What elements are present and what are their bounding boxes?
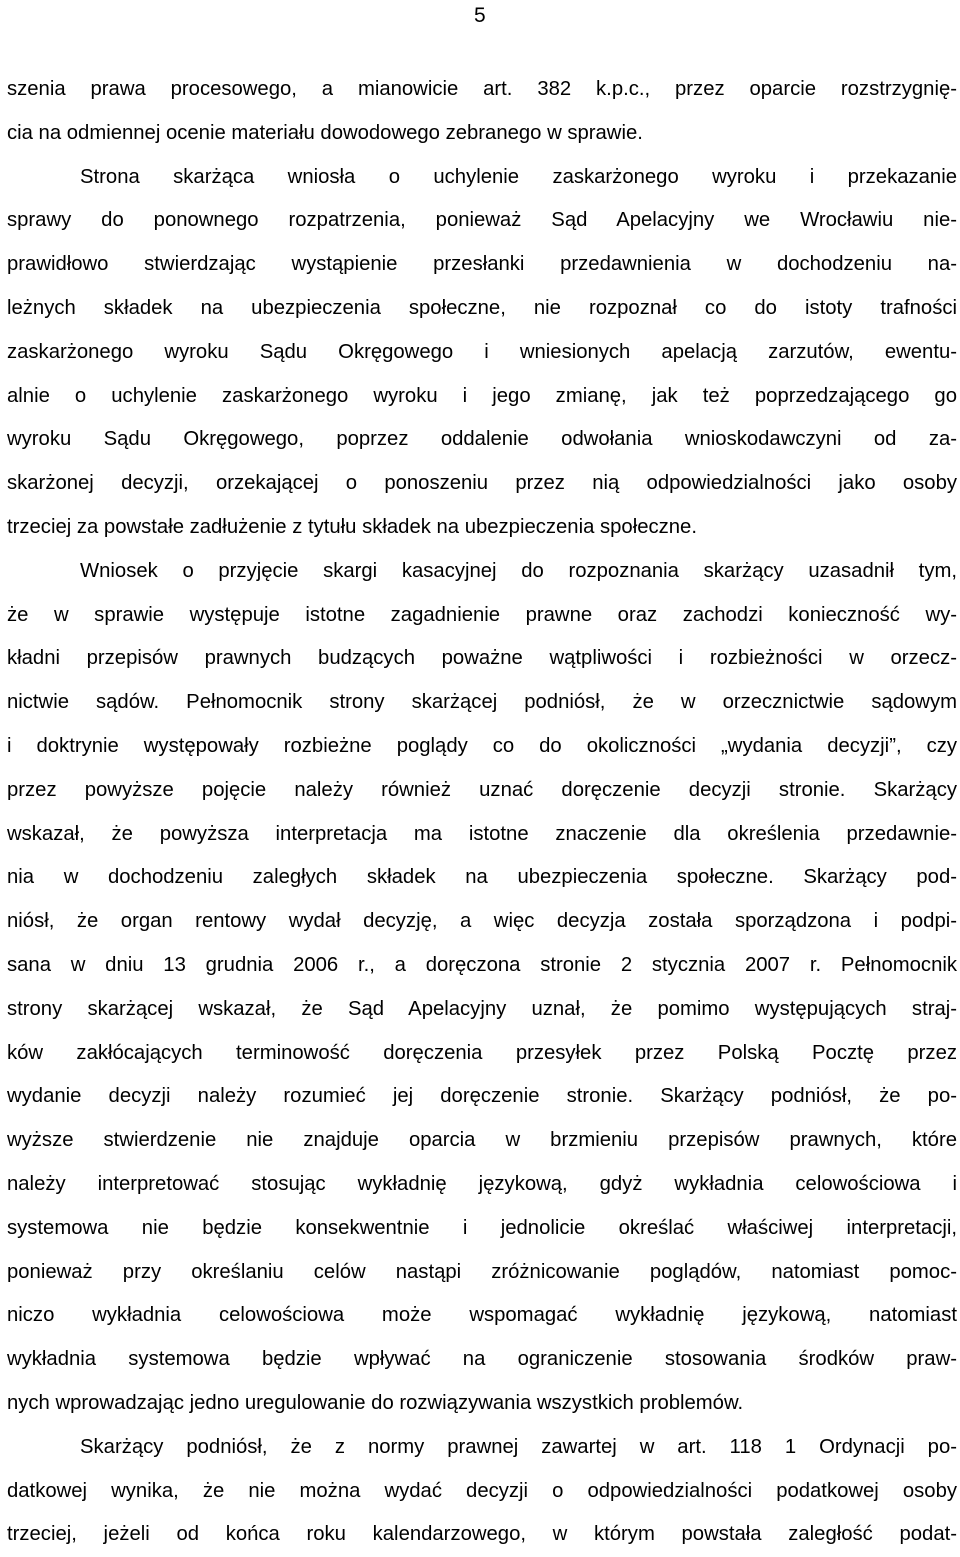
page-number: 5: [474, 4, 486, 27]
text-line: wyroku Sądu Okręgowego, poprzez oddalenie odwołania wnioskodawczyni od za-: [7, 428, 957, 451]
text-line: sana w dniu 13 grudnia 2006 r., a doręczona stronie 2 stycznia 2007 r. Pełnomocnik: [7, 953, 957, 976]
text-line: ponieważ przy określaniu celów nastąpi zróżnicowanie poglądów, natomiast pomoc-: [7, 1260, 957, 1283]
text-line: sprawy do ponownego rozpatrzenia, ponieważ Sąd Apelacyjny we Wrocławiu nie-: [7, 209, 957, 232]
document-text: [7, 68, 957, 1557]
text-line: systemowa nie będzie konsekwentnie i jednolicie określać właściwej interpretacji,: [7, 1216, 957, 1239]
text-line: skarżonej decyzji, orzekającej o ponoszeniu przez nią odpowiedzialności jako osoby: [7, 472, 957, 495]
text-line: zaskarżonego wyroku Sądu Okręgowego i wniesionych apelacją zarzutów, ewentu-: [7, 340, 957, 363]
text-line: leżnych składek na ubezpieczenia społeczne, nie rozpoznał co do istoty trafności: [7, 296, 957, 319]
text-line: przez powyższe pojęcie należy również uznać doręczenie decyzji stronie. Skarżący: [7, 778, 957, 801]
text-line: i doktrynie występowały rozbieżne poglądy co do okoliczności „wydania decyzji”, czy: [7, 734, 957, 757]
text-line: należy interpretować stosując wykładnię językową, gdyż wykładnia celowościowa i: [7, 1172, 957, 1195]
text-line: wskazał, że powyższa interpretacja ma istotne znaczenie dla określenia przedawnie-: [7, 822, 957, 845]
text-line: szenia prawa procesowego, a mianowicie art. 382 k.p.c., przez oparcie rozstrzygnię-: [7, 78, 957, 100]
text-line: nych wprowadzając jedno uregulowanie do rozwiązywania wszystkich problemów.: [7, 1391, 744, 1414]
text-line: nia w dochodzeniu zaległych składek na ubezpieczenia społeczne. Skarżący pod-: [7, 866, 957, 889]
text-line: Strona skarżąca wniosła o uchylenie zaskarżonego wyroku i przekazanie: [80, 165, 957, 188]
text-line: trzeciej za powstałe zadłużenie z tytułu składek na ubezpieczenia społeczne.: [7, 515, 697, 538]
text-line: trzeciej, jeżeli od końca roku kalendarzowego, w którym powstała zaległość podat-: [7, 1523, 957, 1546]
text-line: wyższe stwierdzenie nie znajduje oparcia w brzmieniu przepisów prawnych, które: [7, 1129, 957, 1152]
text-line: nictwie sądów. Pełnomocnik strony skarżącej podniósł, że w orzecznictwie sądowym: [7, 691, 957, 714]
text-line: wydanie decyzji należy rozumieć jej doręczenie stronie. Skarżący podniósł, że po-: [7, 1085, 957, 1108]
text-line: alnie o uchylenie zaskarżonego wyroku i jego zmianę, jak też poprzedzającego go: [7, 384, 957, 407]
text-line: kładni przepisów prawnych budzących poważne wątpliwości i rozbieżności w orzecz-: [7, 647, 957, 670]
text-line: strony skarżącej wskazał, że Sąd Apelacyjny uznał, że pomimo występujących straj-: [7, 997, 957, 1020]
text-line: Skarżący podniósł, że z normy prawnej zawartej w art. 118 1 Ordynacji po-: [80, 1435, 957, 1458]
text-line: datkowej wynika, że nie można wydać decyzji o odpowiedzialności podatkowej osoby: [7, 1479, 957, 1502]
text-line: że w sprawie występuje istotne zagadnienie prawne oraz zachodzi konieczność wy-: [7, 603, 957, 626]
text-line: niósł, że organ rentowy wydał decyzję, a więc decyzja została sporządzona i podpi-: [7, 910, 957, 933]
text-line: prawidłowo stwierdzając wystąpienie przesłanki przedawnienia w dochodzeniu na-: [7, 253, 957, 276]
text-line: ków zakłócających terminowość doręczenia przesyłek przez Polską Pocztę przez: [7, 1041, 957, 1064]
text-line: Wniosek o przyjęcie skargi kasacyjnej do rozpoznania skarżący uzasadnił tym,: [80, 559, 957, 582]
text-line: niczo wykładnia celowościowa może wspomagać wykładnię językową, natomiast: [7, 1304, 957, 1327]
text-line: wykładnia systemowa będzie wpływać na ograniczenie stosowania środków praw-: [7, 1348, 957, 1371]
text-line: cia na odmiennej ocenie materiału dowodowego zebranego w sprawie.: [7, 121, 643, 144]
